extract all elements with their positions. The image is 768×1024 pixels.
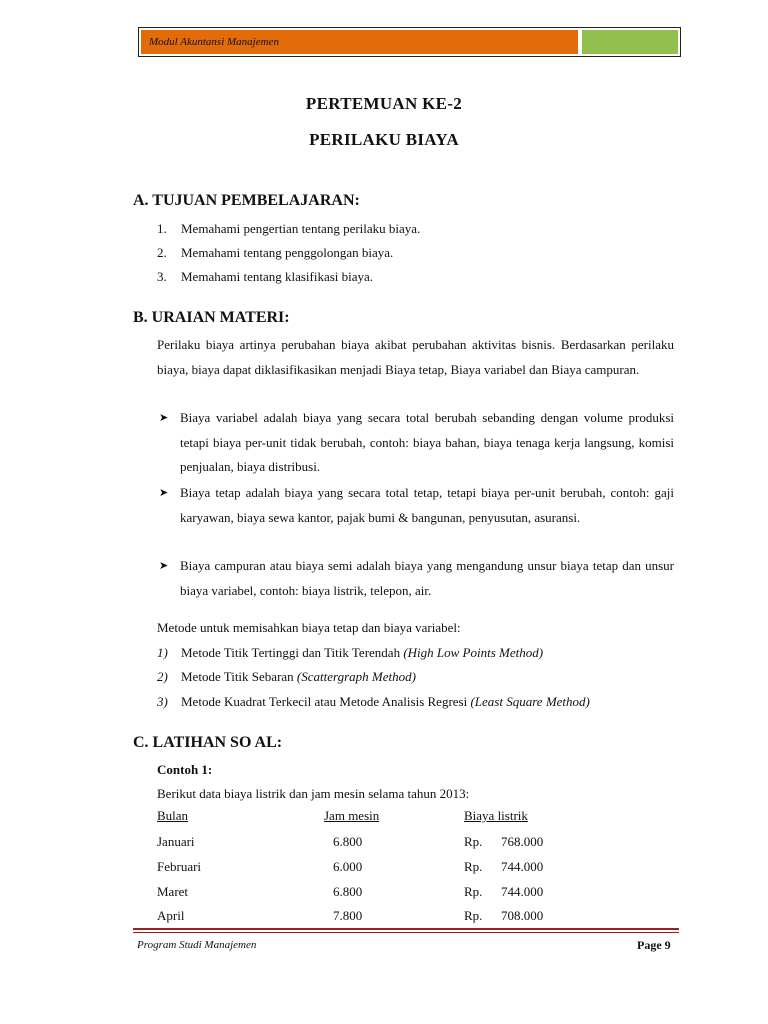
example-title: Contoh 1: (157, 762, 213, 777)
page-number: Page 9 (637, 938, 671, 952)
column-header: Biaya listrik (464, 808, 528, 823)
bullet-item: ➤ Biaya campuran atau biaya semi adalah biaya yang mengandung unsur biaya tetap dan unsur biaya variabel, contoh: biaya listrik, telepon, air. (157, 554, 674, 603)
page-header (138, 27, 681, 57)
header-accent-block (582, 30, 678, 54)
footer-divider-thick (133, 928, 679, 930)
arrow-bullet-icon: ➤ (159, 412, 169, 424)
bullet-item: ➤ Biaya variabel adalah biaya yang secara total berubah sebanding dengan volume produksi tetapi biaya per-unit tidak berubah, contoh: biaya bahan, biaya tenaga kerja langsung, komisi penjualan, biaya distribusi. (157, 406, 674, 480)
footer-divider-thin (133, 932, 679, 933)
module-title: Modul Akuntansi Manajemen (149, 36, 279, 48)
bullet-item: ➤ Biaya tetap adalah biaya yang secara total tetap, tetapi biaya per-unit berubah, contoh: gaji karyawan, biaya sewa kantor, pajak bumi & bangunan, penyusutan, asuransi. (157, 481, 674, 530)
example-intro: Berikut data biaya listrik dan jam mesin selama tahun 2013: (157, 786, 470, 801)
meeting-title: PERTEMUAN KE-2 (305, 94, 463, 113)
header-title-bar (141, 30, 578, 54)
section-b-heading: B. URAIAN MATERI: (133, 309, 290, 326)
section-c-heading: C. LATIHAN SO AL: (133, 734, 283, 751)
arrow-bullet-icon: ➤ (159, 487, 169, 499)
methods-intro: Metode untuk memisahkan biaya tetap dan biaya variabel: (157, 620, 461, 635)
column-header: Bulan (157, 808, 189, 823)
footer-program: Program Studi Manajemen (137, 939, 257, 951)
column-header: Jam mesin (324, 808, 380, 823)
intro-paragraph: Perilaku biaya artinya perubahan biaya akibat perubahan aktivitas bisnis. Berdasarkan perilaku biaya, biaya dapat diklasifikasikan menjadi Biaya tetap, Biaya variabel dan Biaya campuran. (157, 337, 674, 377)
topic-title: PERILAKU BIAYA (309, 130, 459, 149)
arrow-bullet-icon: ➤ (159, 560, 169, 572)
section-a-heading: A. TUJUAN PEMBELAJARAN: (133, 192, 360, 209)
